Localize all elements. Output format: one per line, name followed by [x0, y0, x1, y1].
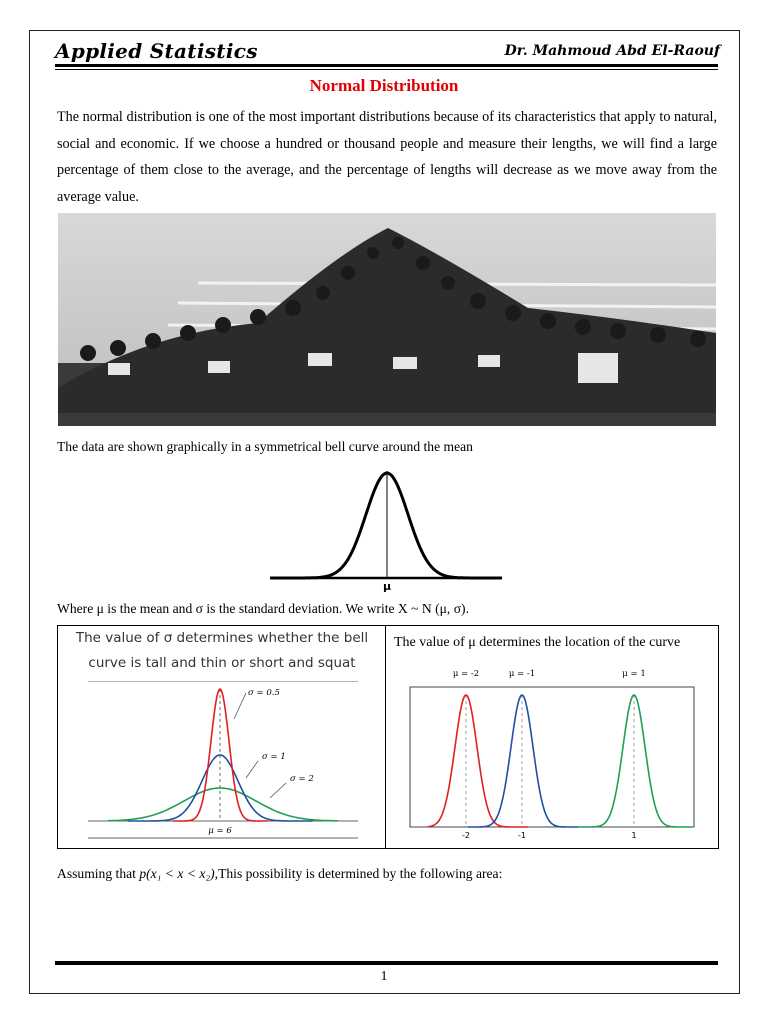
footer-rule [55, 961, 718, 965]
sigma-caption-line1: The value of σ determines whether the bell [75, 630, 369, 646]
sigma-2-label: σ = 2 [290, 774, 314, 784]
bell-curve-caption: The data are shown graphically in a symmetrical bell curve around the mean [57, 439, 473, 454]
intro-paragraph: The normal distribution is one of the most important distributions because of its characteristics that apply to natural, social and economic. If we choose a hundred or thousand people and measure their lengths, we will find a large percentage of them close to the average, and the percentage of lengths will decrease as we move away from the average value. [57, 109, 717, 205]
panel-divider [385, 626, 386, 848]
sigma-chart [88, 681, 358, 839]
mu-label-1: μ = 1 [622, 669, 646, 679]
mu-chart [408, 661, 698, 844]
tick-minus2: -2 [462, 831, 470, 840]
header-rule-thin [55, 69, 718, 70]
mu-6-label: μ = 6 [208, 826, 232, 836]
mu-minus2-curve [428, 695, 528, 827]
mu-label-minus1: μ = -1 [508, 669, 536, 679]
probability-suffix: ,This possibility is determined by the following area: [214, 866, 503, 881]
probability-line [57, 866, 502, 882]
bell-mu-label: μ [382, 580, 392, 592]
tick-1: 1 [631, 831, 637, 840]
sigma-1-label: σ = 1 [262, 752, 286, 762]
header-title: Applied Statistics [55, 39, 258, 63]
comparison-panels [57, 625, 719, 849]
tick-minus1: -1 [518, 831, 526, 840]
header-author: Dr. Mahmoud Abd El-Raouf [504, 43, 720, 59]
mu-minus1-curve [468, 695, 578, 827]
probability-prefix: Assuming that [57, 866, 140, 881]
page-number: 1 [380, 969, 388, 984]
sigma-caption-line2: curve is tall and thin or short and squat [88, 655, 356, 671]
probability-formula: p(x₁ < x < x₂) [139, 866, 215, 881]
mu-1-curve [578, 695, 692, 827]
page-title: Normal Distribution [309, 76, 459, 95]
sigma-panel-caption [64, 626, 380, 676]
mu-panel-caption: The value of μ determines the location of the curve [394, 635, 681, 650]
mu-label-minus2: μ = -2 [452, 669, 480, 679]
sigma-2-curve [108, 788, 338, 821]
sigma-0.5-label: σ = 0.5 [248, 688, 280, 698]
crowd-photo [58, 213, 716, 426]
bell-curve-figure [270, 465, 502, 592]
notation-line: Where μ is the mean and σ is the standard deviation. We write X ~ N (μ, σ). [57, 601, 469, 616]
header-rule [55, 64, 718, 67]
